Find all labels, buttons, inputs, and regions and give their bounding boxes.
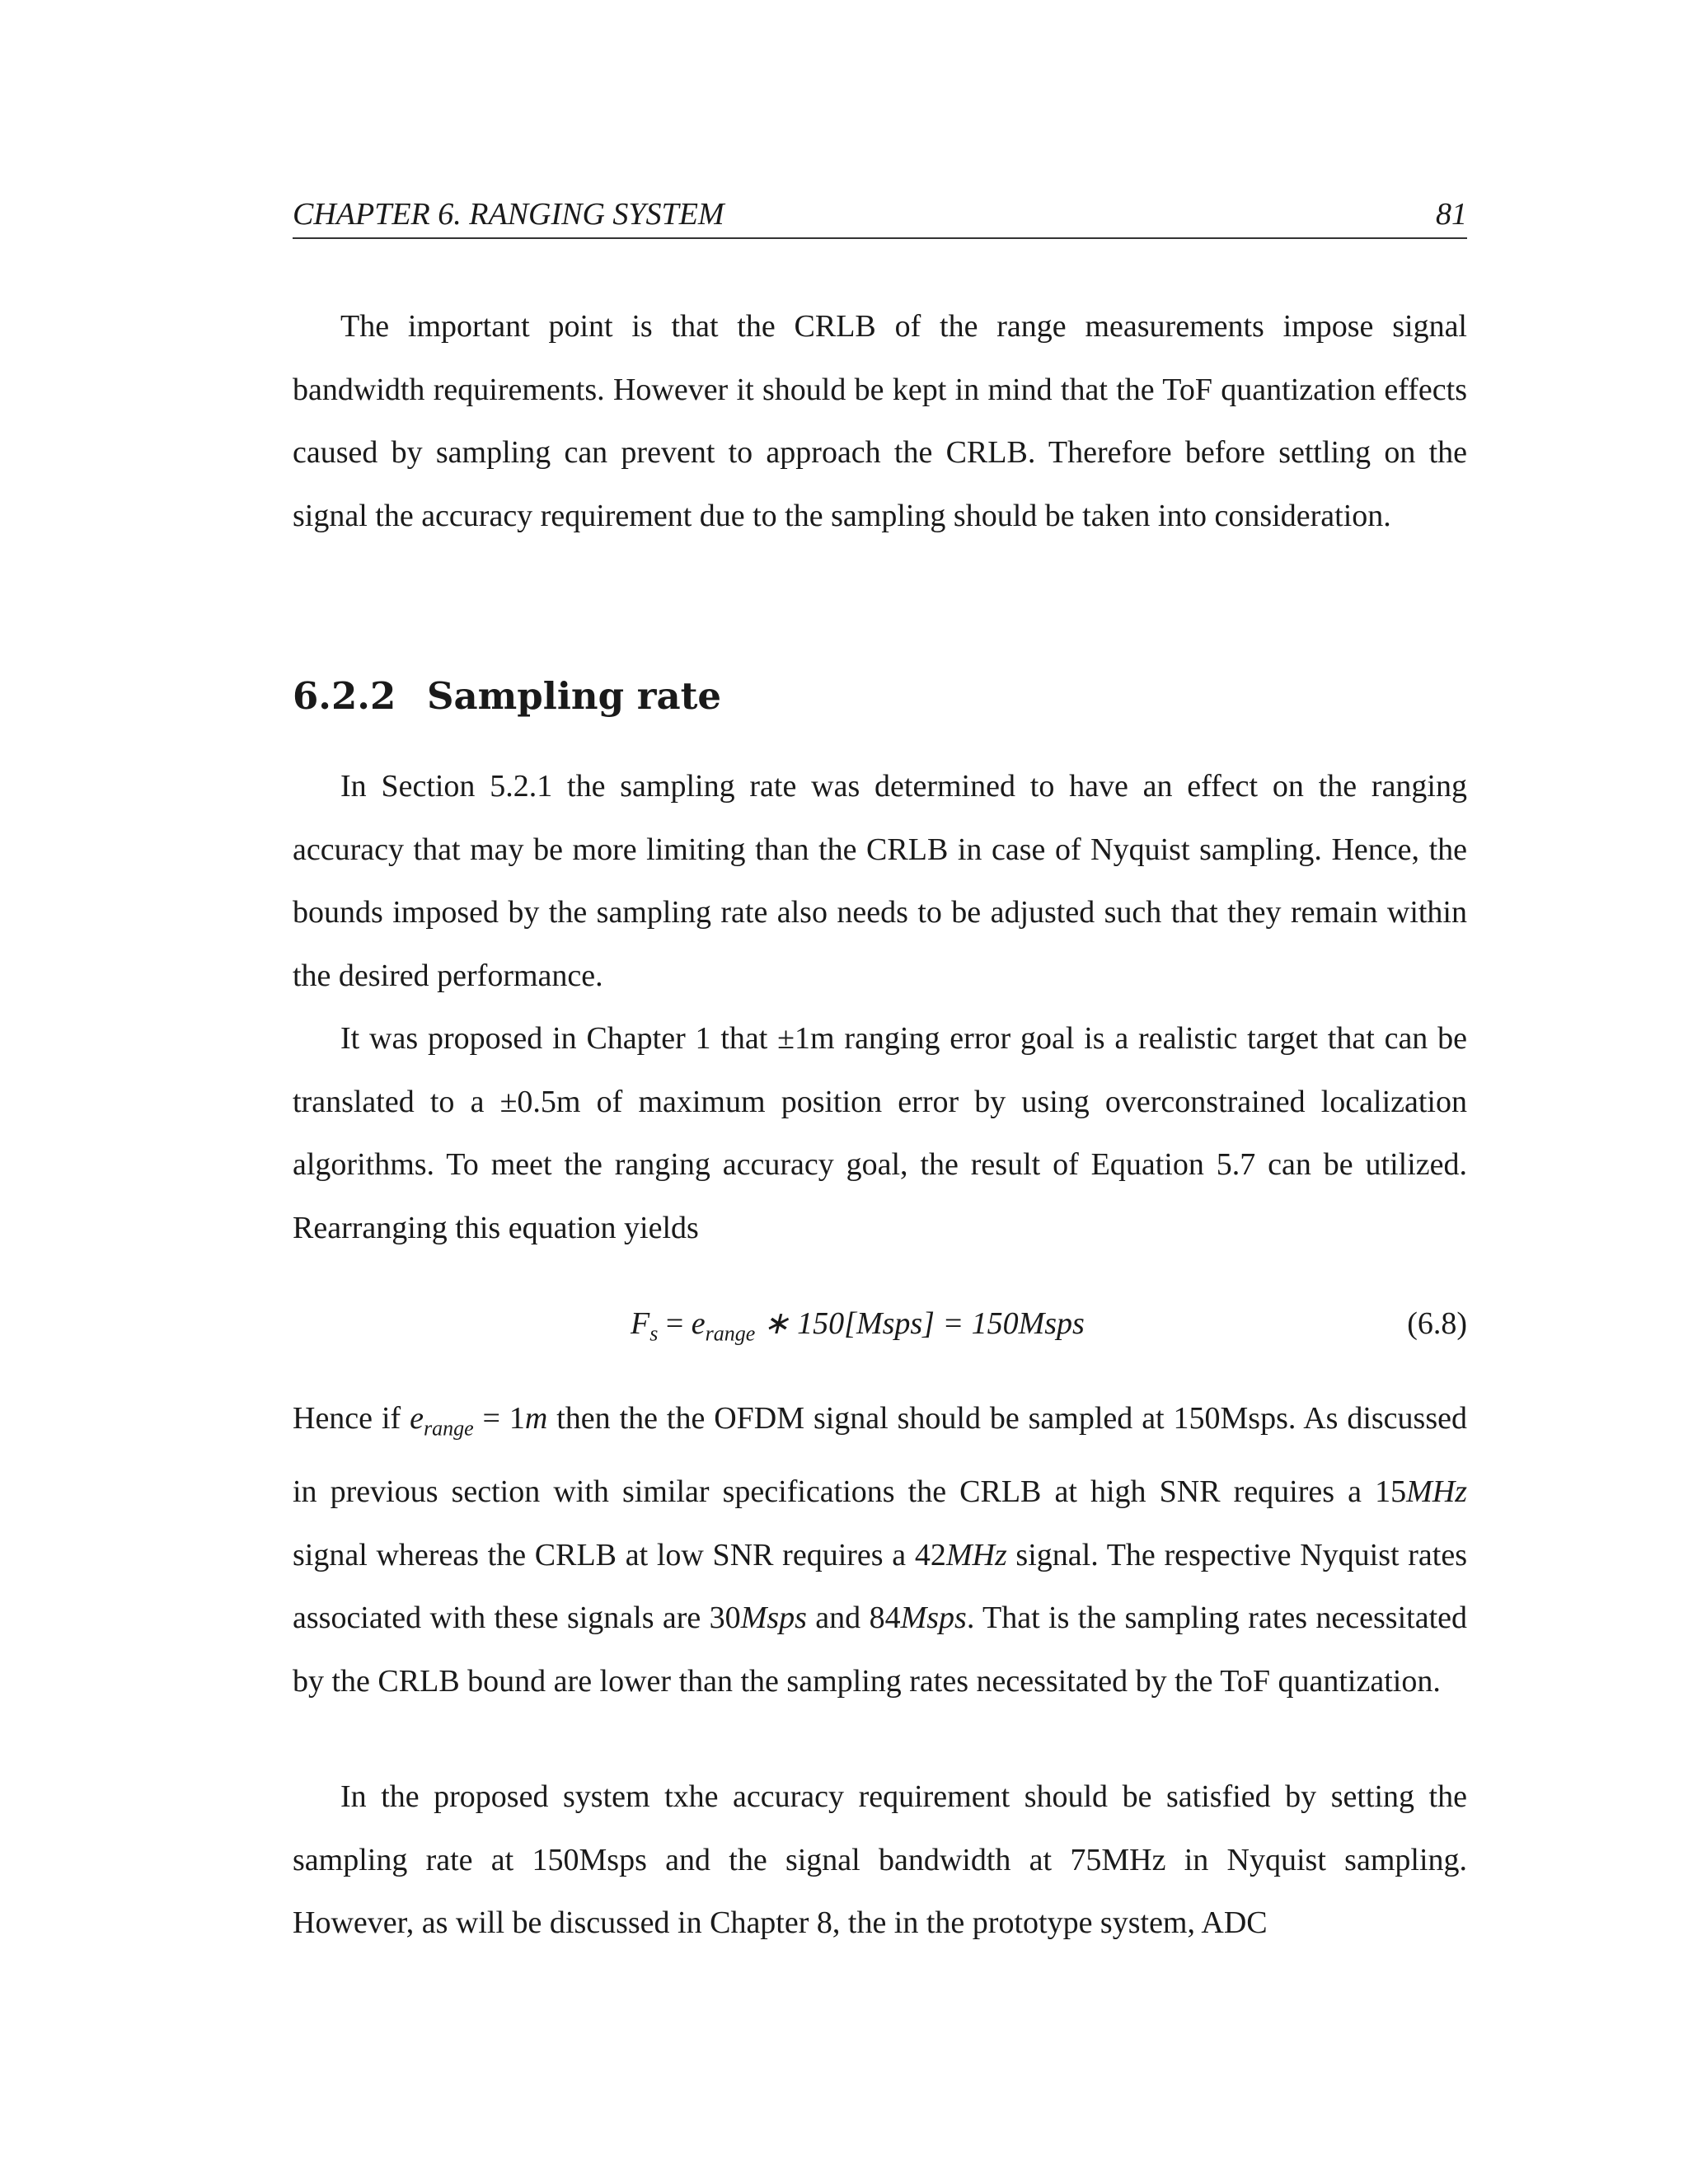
paragraph-sampling-effect: In Section 5.2.1 the sampling rate was determined to have an effect on the ranging accuracy that may be more limiting than the CRLB in case of Nyquist sampling. Hence, the bounds imposed by the sampling rate also needs to be adjusted such that they remain within the desired performance. — [293, 769, 1467, 993]
equation-body: $F_s = e_{range}$ ∗ 150[Msps] = 150Msps — [631, 1306, 1085, 1346]
paragraph-proposed-system: In the proposed system txhe accuracy requirement should be satisfied by setting the sampling rate at 150Msps and the signal bandwidth at 75MHz in Nyquist sampling. However, as will be discussed in Chapter 8, the in the prototype system, ADC — [293, 1779, 1467, 1941]
section-number: 6.2.2 — [293, 674, 396, 718]
chapter-title: CHAPTER 6. RANGING SYSTEM — [293, 197, 724, 232]
document-page — [293, 0, 1467, 2184]
section-heading — [293, 672, 721, 721]
equation-6-8 — [293, 1299, 1467, 1348]
paragraph-nyquist-rates: Hence if $e_{range} = 1m$ then the the OFDM signal should be sampled at 150Msps. As discussed in previous section with similar specifications the CRLB at high SNR requires a 15MHz signal whereas the CRLB at low SNR requires a 42MHz signal. The respective Nyquist rates associated with these signals are 30Msps and 84Msps. That is the sampling rates necessitated by the CRLB bound are lower than the sampling rates necessitated by the ToF quantization. — [293, 1401, 1468, 1699]
running-header — [293, 191, 1467, 239]
page-number: 81 — [1436, 197, 1467, 232]
section-title: Sampling rate — [427, 674, 722, 718]
paragraph-crlb-bandwidth: The important point is that the CRLB of the range measurements impose signal bandwidth requirements. However it should be kept in mind that the ToF quantization effects caused by sampling can prevent to approach the CRLB. Therefore before settling on the signal the accuracy requirement due to the sampling should be taken into consideration. — [293, 309, 1467, 533]
paragraph-ranging-goal: It was proposed in Chapter 1 that ±1m ranging error goal is a realistic target that can be translated to a ±0.5m of maximum position error by using overconstrained localization algorithms. To meet the ranging accuracy goal, the result of Equation 5.7 can be utilized. Rearranging this equation yields — [293, 1021, 1467, 1245]
equation-number: (6.8) — [1407, 1306, 1467, 1341]
